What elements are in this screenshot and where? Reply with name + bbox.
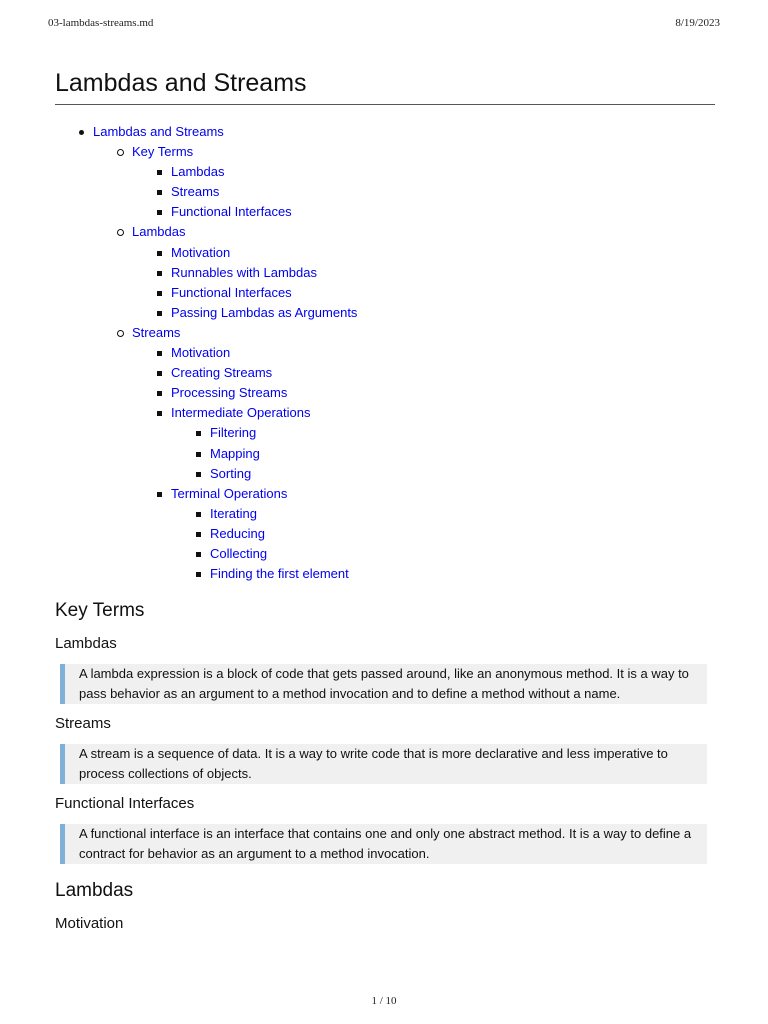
square-bullet-icon bbox=[155, 343, 167, 363]
blockquote-text: A functional interface is an interface that contains one and only one abstract method. It is a way to define a contract for behavior as an argument to a method invocation. bbox=[79, 826, 692, 862]
square-bullet-icon bbox=[194, 444, 206, 464]
toc-item-processing-streams bbox=[171, 383, 715, 403]
circle-bullet-icon bbox=[116, 323, 128, 343]
subheading-functional-interfaces: Functional Interfaces bbox=[55, 795, 195, 813]
blockquote-lambdas bbox=[60, 664, 707, 704]
toc-sublist bbox=[132, 243, 715, 323]
square-bullet-icon bbox=[155, 303, 167, 323]
toc-item-terminal-operations bbox=[171, 484, 715, 584]
toc-sublist bbox=[132, 162, 715, 222]
toc-item-finding-first bbox=[210, 564, 715, 584]
toc-item-passing-lambdas bbox=[171, 303, 715, 323]
toc-link-collecting[interactable]: Collecting bbox=[210, 545, 268, 561]
heading-lambdas: Lambdas bbox=[55, 880, 134, 902]
square-bullet-icon bbox=[155, 383, 167, 403]
print-header-date: 8/19/2023 bbox=[675, 17, 720, 29]
heading-key-terms: Key Terms bbox=[55, 600, 145, 622]
circle-bullet-icon bbox=[116, 222, 128, 242]
toc-link-lambdas-motivation[interactable]: Motivation bbox=[171, 244, 231, 260]
square-bullet-icon bbox=[155, 283, 167, 303]
square-bullet-icon bbox=[155, 202, 167, 222]
toc-link-lambdas[interactable]: Lambdas bbox=[132, 224, 186, 240]
toc-item-creating-streams bbox=[171, 363, 715, 383]
blockquote-text: A stream is a sequence of data. It is a way to write code that is more declarative and less imperative to process collections of objects. bbox=[79, 746, 668, 782]
toc-sublist bbox=[93, 142, 715, 584]
toc-link-key-terms-streams[interactable]: Streams bbox=[171, 184, 220, 200]
toc-item-key-terms-streams bbox=[171, 182, 715, 202]
square-bullet-icon bbox=[155, 182, 167, 202]
toc-sublist bbox=[171, 504, 715, 584]
toc-item-filtering bbox=[210, 423, 715, 443]
square-bullet-icon bbox=[194, 544, 206, 564]
toc-item-key-terms-lambdas bbox=[171, 162, 715, 182]
toc-link-iterating[interactable]: Iterating bbox=[210, 505, 257, 521]
square-bullet-icon bbox=[155, 263, 167, 283]
toc-link-reducing[interactable]: Reducing bbox=[210, 525, 265, 541]
table-of-contents bbox=[55, 122, 715, 584]
toc-item-iterating bbox=[210, 504, 715, 524]
square-bullet-icon bbox=[155, 484, 167, 504]
toc-item-key-terms bbox=[132, 142, 715, 222]
toc-link-streams[interactable]: Streams bbox=[132, 324, 181, 340]
document-content bbox=[55, 62, 715, 936]
square-bullet-icon bbox=[155, 243, 167, 263]
toc-link-runnables-with-lambdas[interactable]: Runnables with Lambdas bbox=[171, 264, 317, 280]
blockquote-functional-interfaces bbox=[60, 824, 707, 864]
square-bullet-icon bbox=[194, 423, 206, 443]
toc-item-lambdas-functional-interfaces bbox=[171, 283, 715, 303]
page-title: Lambdas and Streams bbox=[55, 62, 715, 105]
blockquote-streams bbox=[60, 744, 707, 784]
square-bullet-icon bbox=[194, 504, 206, 524]
toc-item-lambdas bbox=[132, 222, 715, 322]
toc-item-sorting bbox=[210, 464, 715, 484]
toc-item-intermediate-operations bbox=[171, 403, 715, 483]
toc-item-lambdas-and-streams bbox=[93, 122, 715, 584]
toc-link-creating-streams[interactable]: Creating Streams bbox=[171, 365, 273, 381]
toc-link-streams-motivation[interactable]: Motivation bbox=[171, 345, 231, 361]
square-bullet-icon bbox=[194, 564, 206, 584]
toc-item-lambdas-motivation bbox=[171, 243, 715, 263]
toc-link-lambdas-functional-interfaces[interactable]: Functional Interfaces bbox=[171, 284, 292, 300]
toc-link-key-terms-functional-interfaces[interactable]: Functional Interfaces bbox=[171, 204, 292, 220]
circle-bullet-icon bbox=[116, 142, 128, 162]
toc-link-processing-streams[interactable]: Processing Streams bbox=[171, 385, 288, 401]
toc-item-mapping bbox=[210, 444, 715, 464]
toc-sublist bbox=[171, 423, 715, 483]
toc-link-lambdas-and-streams[interactable]: Lambdas and Streams bbox=[93, 124, 224, 139]
toc-item-streams bbox=[132, 323, 715, 584]
toc-item-collecting bbox=[210, 544, 715, 564]
print-header-filename: 03-lambdas-streams.md bbox=[48, 17, 154, 29]
toc-link-key-terms-lambdas[interactable]: Lambdas bbox=[171, 164, 225, 180]
toc-link-key-terms[interactable]: Key Terms bbox=[132, 144, 194, 160]
square-bullet-icon bbox=[194, 464, 206, 484]
toc-link-passing-lambdas[interactable]: Passing Lambdas as Arguments bbox=[171, 304, 358, 320]
toc-item-reducing bbox=[210, 524, 715, 544]
disc-bullet-icon bbox=[77, 122, 89, 142]
toc-sublist bbox=[132, 343, 715, 584]
toc-link-intermediate-operations[interactable]: Intermediate Operations bbox=[171, 405, 311, 421]
toc-item-runnables-with-lambdas bbox=[171, 263, 715, 283]
toc-link-filtering[interactable]: Filtering bbox=[210, 425, 257, 441]
toc-link-mapping[interactable]: Mapping bbox=[210, 445, 260, 461]
print-header bbox=[48, 17, 720, 33]
square-bullet-icon bbox=[155, 403, 167, 423]
square-bullet-icon bbox=[155, 162, 167, 182]
toc-link-finding-first[interactable]: Finding the first element bbox=[210, 566, 349, 582]
square-bullet-icon bbox=[194, 524, 206, 544]
page-number: 1 / 10 bbox=[371, 995, 397, 1007]
subheading-lambdas: Lambdas bbox=[55, 635, 117, 653]
toc-link-sorting[interactable]: Sorting bbox=[210, 465, 252, 481]
subheading-streams: Streams bbox=[55, 715, 111, 733]
toc-link-terminal-operations[interactable]: Terminal Operations bbox=[171, 485, 288, 501]
subheading-motivation: Motivation bbox=[55, 915, 124, 933]
toc-item-streams-motivation bbox=[171, 343, 715, 363]
blockquote-text: A lambda expression is a block of code that gets passed around, like an anonymous method. It is a way to pass behavior as an argument to a method invocation and to define a method without a name. bbox=[79, 666, 689, 702]
square-bullet-icon bbox=[155, 363, 167, 383]
toc-item-key-terms-functional-interfaces bbox=[171, 202, 715, 222]
